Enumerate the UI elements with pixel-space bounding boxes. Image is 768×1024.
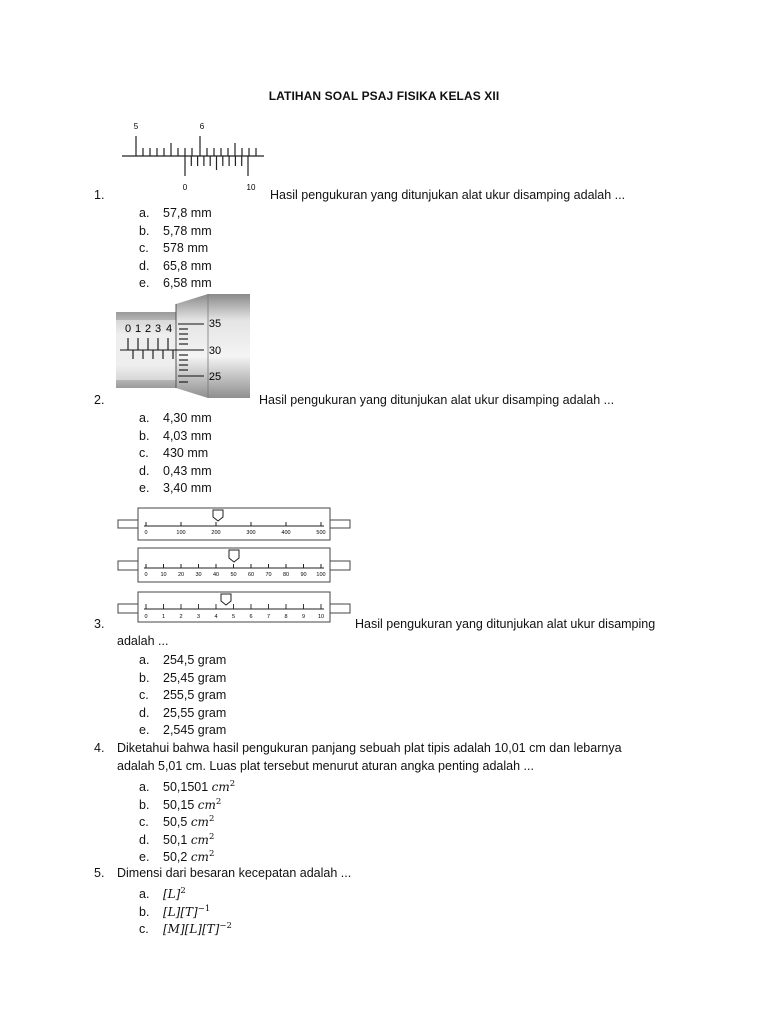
answer-option[interactable]: c. 430 mm [139, 446, 209, 461]
beam-1-label: 0 [144, 530, 148, 536]
question-text: Diketahui bahwa hasil pengukuran panjang sebuah plat tipis adalah 10,01 cm dan lebarnya [117, 741, 622, 755]
beam-2-label: 20 [177, 572, 185, 578]
answer-option[interactable]: d. 50,1 $cm^2$ [139, 831, 215, 847]
question-text-continued: adalah 5,01 cm. Luas plat tersebut menurut aturan angka penting adalah ... [117, 759, 534, 773]
beam-3-label: 4 [214, 614, 218, 620]
beam-3-label: 2 [179, 614, 183, 620]
answer-option[interactable]: a. 50,1501 $cm^2$ [139, 779, 236, 794]
vernier-scale-label: 10 [246, 183, 256, 192]
main-scale-label: 5 [133, 122, 139, 131]
beam-3-label: 9 [301, 614, 306, 620]
sleeve-scale-label: 0 [124, 323, 132, 335]
answer-option[interactable]: e. 3,40 mm [139, 481, 212, 496]
sleeve-scale-label: 2 [144, 323, 152, 335]
micrometer-figure [116, 294, 252, 406]
answer-option[interactable]: c. $[M][L][T]^{-2}$ [139, 921, 232, 937]
beam-2-label: 70 [265, 572, 272, 578]
answer-option[interactable]: a. 4,30 mm [139, 411, 212, 425]
beam-3-label: 10 [317, 614, 325, 620]
answer-option[interactable]: b. 5,78 mm [139, 223, 212, 238]
beam-2-label: 90 [300, 572, 307, 578]
beam-2-label: 40 [212, 572, 220, 578]
beam-1-label: 300 [246, 530, 256, 536]
beam-3-label: 8 [284, 614, 288, 620]
thimble-scale-label: 30 [208, 345, 222, 357]
question-number: 3. [94, 617, 105, 631]
beam-1-label: 100 [176, 530, 186, 536]
answer-options [139, 883, 232, 936]
beam-3-label: 6 [249, 614, 253, 620]
answer-options [139, 410, 212, 498]
thimble-scale-label: 25 [208, 371, 222, 383]
beam-3 [118, 592, 350, 622]
vernier-caliper-figure [118, 118, 268, 196]
question-text: Hasil pengukuran yang ditunjukan alat ukur disamping adalah ... [270, 188, 626, 202]
question-number: 4. [94, 741, 105, 755]
question-number: 2. [94, 393, 105, 407]
beam-3-label: 5 [231, 614, 236, 620]
beam-1-label: 400 [281, 530, 291, 536]
beam-1-label: 500 [316, 530, 326, 536]
answer-option[interactable]: b. 4,03 mm [139, 428, 212, 443]
answer-options [139, 205, 212, 293]
sleeve-scale-label: 1 [134, 323, 142, 335]
answer-options [139, 776, 235, 864]
question-number: 5. [94, 866, 105, 880]
question-text: Hasil pengukuran yang ditunjukan alat ukur disamping adalah ... [259, 393, 615, 407]
answer-option[interactable]: a. $[L]^2$ [139, 886, 186, 901]
beam-2-label: 50 [230, 572, 237, 578]
beam-1 [118, 508, 350, 540]
answer-option[interactable]: d. 65,8 mm [139, 258, 212, 273]
answer-option[interactable]: e. 2,545 gram [139, 723, 227, 738]
beam-1-label: 200 [211, 530, 221, 536]
beam-3-label: 1 [161, 614, 166, 620]
beam-3-label: 7 [266, 614, 271, 620]
sleeve-scale-label: 4 [165, 323, 173, 335]
question-text-continued: adalah ... [117, 634, 169, 648]
beam-2-label: 10 [160, 572, 167, 578]
answer-option[interactable]: d. 25,55 gram [139, 705, 227, 720]
answer-option[interactable]: b. 50,15 $cm^2$ [139, 796, 222, 812]
beam-2-label: 100 [316, 572, 326, 578]
main-scale-label: 6 [199, 122, 205, 131]
question-text: Hasil pengukuran yang ditunjukan alat ukur disamping [355, 617, 656, 631]
beam-2-label: 0 [144, 572, 148, 578]
question-number: 1. [94, 188, 105, 202]
answer-options [139, 652, 226, 740]
answer-option[interactable]: e. 50,2 $cm^2$ [139, 849, 215, 865]
answer-option[interactable]: c. 578 mm [139, 241, 209, 256]
beam-2-label: 80 [282, 572, 290, 578]
beam-2-label: 30 [195, 572, 202, 578]
answer-option[interactable]: c. 50,5 $cm^2$ [139, 814, 215, 830]
answer-option[interactable]: d. 0,43 mm [139, 463, 212, 478]
vernier-scale-label: 0 [182, 183, 188, 192]
triple-beam-balance-figure [116, 502, 352, 624]
answer-option[interactable]: e. 6,58 mm [139, 276, 212, 291]
thimble-scale-label: 35 [208, 318, 222, 330]
beam-3-label: 3 [196, 614, 201, 620]
answer-option[interactable]: a. 57,8 mm [139, 206, 212, 220]
answer-option[interactable]: c. 255,5 gram [139, 688, 227, 703]
beam-2 [118, 548, 350, 582]
sleeve-scale-label: 3 [154, 323, 162, 335]
question-text: Dimensi dari besaran kecepatan adalah ... [117, 866, 352, 880]
answer-option[interactable]: b. $[L][T]^{-1}$ [139, 903, 211, 919]
answer-option[interactable]: a. 254,5 gram [139, 653, 227, 667]
beam-2-label: 60 [247, 572, 255, 578]
page-title: LATIHAN SOAL PSAJ FISIKA KELAS XII [268, 89, 500, 103]
beam-3-label: 0 [144, 614, 148, 620]
answer-option[interactable]: b. 25,45 gram [139, 670, 227, 685]
